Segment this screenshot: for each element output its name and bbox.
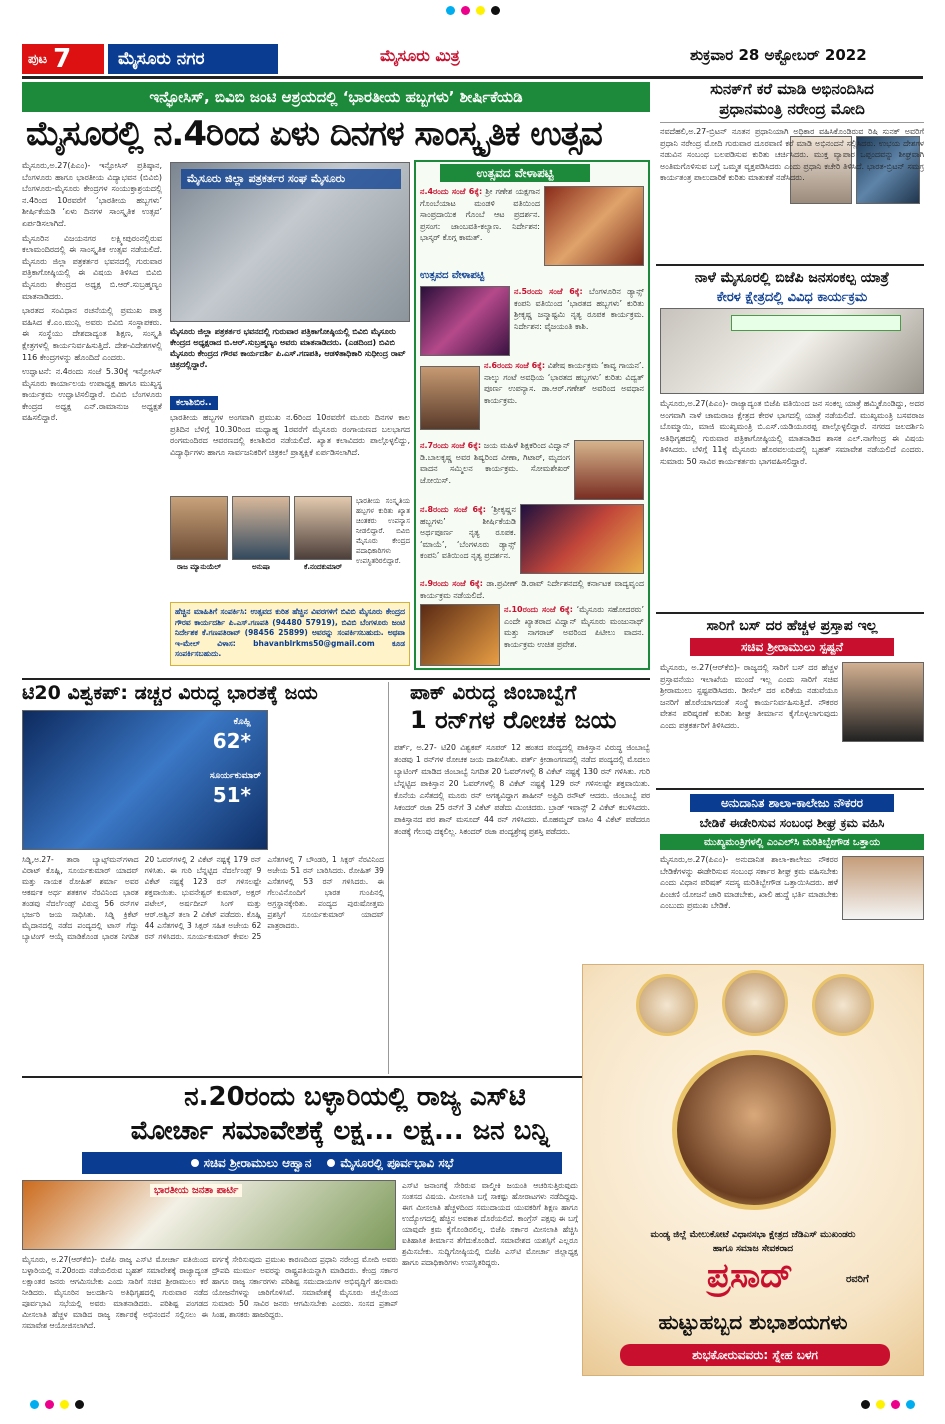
divider	[22, 1076, 650, 1078]
registration-marks-bottom-right	[861, 1400, 915, 1409]
page-number: 7	[53, 44, 72, 74]
schedule-date: ನ.8ರಂದು ಸಂಜೆ 6ಕ್ಕೆ:	[420, 505, 486, 514]
lead-para: ಭಾರತದ ಸಂವಿಧಾನ ರಚನೆಯಲ್ಲಿ ಪ್ರಮುಖ ಪಾತ್ರ ವಹಿಸಿದ ಕೆ.ಎಂ.ಮುನ್ಷಿ ಅವರು ಬಿವಿಬಿ ಸಂಸ್ಥಾಪಕರು. ಈ ಸಂಸ್ಥೆಯು ದೇಶದಾದ್ಯಂತ ಶಿಕ್ಷಣ, ಸಂಸ್ಕೃತಿ ಕ್ಷೇತ್ರಗಳಲ್ಲಿ ಕಾರ್ಯನಿರ್ವಹಿಸುತ್ತಿದೆ. ದೇಶ-ವಿದೇಶಗಳಲ್ಲಿ 116 ಕೇಂದ್ರಗಳನ್ನು ಹೊಂದಿದೆ ಎಂದರು.	[22, 306, 162, 362]
bus-subhead: ಸಚಿವ ಶ್ರೀರಾಮುಲು ಸ್ಪಷ್ಟನೆ	[690, 638, 894, 656]
schedule-item	[514, 286, 644, 356]
lead-kicker: ಇನ್ಫೋಸಿಸ್, ಬಿವಿಬಿ ಜಂಟಿ ಆಶ್ರಯದಲ್ಲಿ ‘ಭಾರತೀಯ ಹಬ್ಬಗಳು’ ಶೀರ್ಷಿಕೆಯಡಿ	[22, 82, 650, 112]
reg-dot	[906, 1400, 915, 1409]
group-dance-photo	[520, 504, 644, 574]
yakshagana-photo	[544, 186, 644, 266]
press-meet-caption: ಮೈಸೂರು ಜಿಲ್ಲಾ ಪತ್ರಕರ್ತರ ಭವನದಲ್ಲಿ ಗುರುವಾರ ಪತ್ರಿಕಾಗೋಷ್ಠಿಯಲ್ಲಿ ಬಿವಿಬಿ ಮೈಸೂರು ಕೇಂದ್ರದ ಅಧ್ಯಕ್ಷರಾದ ಬಿ.ಆರ್.ಸುಬ್ರಹ್ಮಣ್ಯಂ ಅವರು ಮಾತನಾಡಿದರು. (ಎಡದಿಂದ) ಬಿವಿಬಿ ಮೈಸೂರು ಕೇಂದ್ರದ ಗೌರವ ಕಾರ್ಯದರ್ಶಿ ಪಿ.ಎಸ್.ಗಣಪತಿ, ಆಡಳಿತಾಧಿಕಾರಿ ಸುಧೀಂದ್ರ ರಾವ್ ಚಿತ್ರದಲ್ಲಿದ್ದಾರೆ.	[170, 327, 406, 369]
player-2-name: ಸೂರ್ಯಕುಮಾರ್	[209, 771, 261, 781]
aided-subhead-2: ಮುಖ್ಯಮಂತ್ರಿಗಳಲ್ಲಿ ಎಂಎಲ್‌ಸಿ ಮರಿತಿಬ್ಬೇಗೌಡ ಒತ್ತಾಯ	[660, 834, 924, 850]
ad-line-1: ಮಂಡ್ಯ ಜಿಲ್ಲೆ ಮೇಲುಕೋಟೆ ವಿಧಾನಸಭಾ ಕ್ಷೇತ್ರದ ಜೆಡಿಎಸ್ ಮುಖಂಡರು	[650, 1230, 856, 1240]
rally-tag-1	[191, 1156, 312, 1171]
sunak-headline-2: ಪ್ರಧಾನಮಂತ್ರಿ ನರೇಂದ್ರ ಮೋದಿ	[719, 100, 865, 118]
bus-headline: ಸಾರಿಗೆ ಬಸ್ ದರ ಹೆಚ್ಚಳ ಪ್ರಸ್ತಾಪ ಇಲ್ಲ	[706, 618, 878, 634]
schedule-item	[420, 360, 644, 436]
portrait-name-2: ಅನುಷಾ	[252, 563, 270, 571]
lead-side-text: ಭಾರತೀಯ ಸಂಸ್ಕೃತಿಯ ಹಬ್ಬಗಳ ಕುರಿತು ಖ್ಯಾತ ಚಿಂತಕರು ಉಪನ್ಯಾಸ ನೀಡಲಿದ್ದಾರೆ. ಬಿವಿಬಿ ಮೈಸೂರು ಕೇಂದ್ರದ ಪದಾಧಿಕಾರಿಗಳು ಉಪಸ್ಥಿತರಿರಲಿದ್ದಾರೆ.	[356, 497, 410, 565]
rally-tag-bar	[82, 1152, 562, 1174]
schedule-title: ಉತ್ಸವದ ವೇಳಾಪಟ್ಟಿ	[440, 164, 590, 182]
header-rule	[22, 76, 923, 79]
t20-body-right	[272, 710, 384, 850]
divider	[656, 612, 924, 614]
dateline: ಶುಕ್ರವಾರ 28 ಅಕ್ಟೋಬರ್ 2022	[690, 46, 867, 64]
page-label: ಪುಟ	[28, 51, 48, 67]
mridanga-photo	[574, 440, 644, 500]
photo-banner: ಮೈಸೂರು ಜಿಲ್ಲಾ ಪತ್ರಕರ್ತರ ಸಂಘ ಮೈಸೂರು	[181, 169, 401, 189]
reg-dot	[60, 1400, 69, 1409]
divider	[656, 264, 924, 266]
aided-subhead: ಬೇಡಿಕೆ ಈಡೇರಿಸುವ ಸಂಬಂಧ ಶೀಘ್ರ ಕ್ರಮ ವಹಿಸಿ	[699, 816, 885, 830]
violin-photo	[420, 604, 500, 666]
schedule-text: ‘ಮೈಸೂರು ಸಹೋದರರು’ ಎಂದೇ ಖ್ಯಾತರಾದ ವಿದ್ವಾನ್ ಮೈಸೂರು ಮಂಜುನಾಥ್ ಮತ್ತು ನಾಗರಾಜ್ ಅವರಿಂದ ಪಿಟೀಲು ವಾದನ. ಕಾರ್ಯಕ್ರಮ ಉಚಿತ ಪ್ರವೇಶ.	[504, 605, 644, 649]
kalashibira-label: ಕಲಾಶಿಬಿರ..	[170, 396, 218, 410]
reg-dot	[446, 6, 455, 15]
schedule-date: ನ.5ರಂದು ಸಂಜೆ 6ಕ್ಕೆ:	[514, 287, 583, 296]
player-1-name: ಕೊಹ್ಲಿ	[233, 717, 251, 727]
rally-body-2: ವರ್ಗಕ್ಕೆ ಸೇರಿಸುವುದು ಪ್ರಮುಖ ಕಾರಣದಿಂದ ಪ್ರಧಾನಿ ನರೇಂದ್ರ ಮೋದಿ ಅವರು ದ್ರೌಪದಿ ಮುರ್ಮು ಅವರನ್ನು ರಾಷ್ಟ್ರಪತಿಯನ್ನಾಗಿ ಮಾಡಿದರು. ಕೇಂದ್ರ ಸರ್ಕಾರ ಹಾಗೂ ರಾಜ್ಯ ಸರ್ಕಾರಗಳು ಪರಿಶಿಷ್ಟ ಸಮುದಾಯಗಳ ಅಭಿವೃದ್ಧಿಗೆ ಹಲವಾರು ಯೋಜನೆಗಳನ್ನು ಜಾರಿಗೊಳಿಸಿವೆ. ಸಮಾವೇಶಕ್ಕೆ ಮೈಸೂರು ಜಿಲ್ಲೆಯಿಂದ ಸುಮಾರು 50 ಸಾವಿರ ಜನರು ಆಗಮಿಸಬೇಕು ಎಂದರು. ಸಂಸದ ಪ್ರತಾಪ್ ಸಿಂಹ, ಶಾಸಕರು ಹಾಜರಿದ್ದರು.	[212, 1255, 398, 1319]
rally-headline-2: ಮೋರ್ಚಾ ಸಮಾವೇಶಕ್ಕೆ ಲಕ್ಷ... ಲಕ್ಷ... ಜನ ಬನ್ನಿ	[130, 1116, 550, 1146]
sunak-headline-1: ಸುನಕ್‌ಗೆ ಕರೆ ಮಾಡಿ ಅಭಿನಂದಿಸಿದ	[710, 80, 874, 98]
leader-photo-1	[636, 974, 698, 1036]
bjp-headline: ನಾಳೆ ಮೈಸೂರಲ್ಲಿ ಬಿಜೆಪಿ ಜನಸಂಕಲ್ಪ ಯಾತ್ರೆ	[694, 270, 890, 286]
bus-body: ಮೈಸೂರು, ಅ.27(ಆರ್‌ಕೆಬಿ)- ರಾಜ್ಯದಲ್ಲಿ ಸಾರಿಗೆ ಬಸ್ ದರ ಹೆಚ್ಚಳ ಪ್ರಸ್ತಾವನೆಯು ಇಲಾಖೆಯ ಮುಂದೆ ಇಲ್ಲ ಎಂದು ಸಾರಿಗೆ ಸಚಿವ ಶ್ರೀರಾಮುಲು ಸ್ಪಷ್ಟಪಡಿಸಿದರು. ಡೀಸೆಲ್ ದರ ಏರಿಕೆಯ ನಡುವೆಯೂ ಜನರಿಗೆ ಹೊರೆಯಾಗದಂತೆ ಸಂಸ್ಥೆ ಕಾರ್ಯನಿರ್ವಹಿಸುತ್ತಿದೆ. ನೌಕರರ ವೇತನ ಪರಿಷ್ಕರಣೆ ಕುರಿತು ಶೀಘ್ರ ತೀರ್ಮಾನ ಕೈಗೊಳ್ಳಲಾಗುವುದು ಎಂದು ಪತ್ರಕರ್ತರಿಗೆ ತಿಳಿಸಿದರು.	[660, 663, 838, 730]
schedule-text: ಡಾ.ಪ್ರವೀಣ್ ಡಿ.ರಾವ್ ನಿರ್ದೇಶನದಲ್ಲಿ ಕರ್ನಾಟಕ ವಾದ್ಯವೃಂದ ಕಾರ್ಯಕ್ರಮ ನಡೆಯಲಿದೆ.	[420, 579, 644, 600]
contact-text: ಹೆಚ್ಚಿನ ಮಾಹಿತಿಗೆ ಸಂಪರ್ಕಿಸಿ: ಉತ್ಸವದ ಕುರಿತ ಹೆಚ್ಚಿನ ವಿವರಗಳಿಗೆ ಬಿವಿಬಿ ಮೈಸೂರು ಕೇಂದ್ರದ ಗೌರವ ಕಾರ್ಯದರ್ಶಿ ಪಿ.ಎಸ್.ಗಣಪತಿ (94480 57919), ಬಿವಿಬಿ ಬೆಂಗಳೂರು ಜಂಟಿ ನಿರ್ದೇಶಕ ಕೆ.ಗಣಪತಿರಾವ್ (98456 25899) ಅವರನ್ನು ಸಂಪರ್ಕಿಸಬಹುದು. ಅಥವಾ ಇ-ಮೇಲ್ ವಿಳಾಸ: bhavanblrkms50@gmail.com ಕೂಡ ಸಂಪರ್ಕಿಸಬಹುದು.	[175, 607, 405, 658]
lead-headline: ಮೈಸೂರಲ್ಲಿ ನ.4ರಿಂದ ಏಳು ದಿನಗಳ ಸಾಂಸ್ಕೃತಿಕ ಉತ್ಸವ	[26, 114, 602, 154]
rally-tag-2-text: ಮೈಸೂರಲ್ಲಿ ಪೂರ್ವಭಾವಿ ಸಭೆ	[340, 1155, 454, 1170]
reg-dot	[476, 6, 485, 15]
schedule-subtitle: ಉತ್ಸವದ ವೇಳಾಪಟ್ಟಿ	[420, 270, 485, 281]
schedule-date: ನ.4ರಂದು ಸಂಜೆ 6ಕ್ಕೆ:	[420, 187, 483, 196]
sriramulu-photo	[842, 662, 924, 742]
rally-tag-1-text: ಸಚಿವ ಶ್ರೀರಾಮುಲು ಆಹ್ವಾನ	[203, 1155, 312, 1170]
pak-body: ಪರ್ತ್, ಅ.27- ಟಿ20 ವಿಶ್ವಕಪ್ ಸೂಪರ್ 12 ಹಂತದ ಪಂದ್ಯದಲ್ಲಿ ಪಾಕಿಸ್ತಾನ ವಿರುದ್ಧ ಜಿಂಬಾಬ್ವೆ ತಂಡವು 1 ರನ್‌ಗಳ ರೋಚಕ ಜಯ ದಾಖಲಿಸಿತು. ಪರ್ತ್ ಕ್ರೀಡಾಂಗಣದಲ್ಲಿ ನಡೆದ ಪಂದ್ಯದಲ್ಲಿ ಮೊದಲು ಬ್ಯಾಟಿಂಗ್ ಮಾಡಿದ ಜಿಂಬಾಬ್ವೆ ನಿಗದಿತ 20 ಓವರ್‌ಗಳಲ್ಲಿ 8 ವಿಕೆಟ್ ನಷ್ಟಕ್ಕೆ 130 ರನ್ ಗಳಿಸಿತು. ಗುರಿ ಬೆನ್ನಟ್ಟಿದ ಪಾಕಿಸ್ತಾನ 20 ಓವರ್‌ಗಳಲ್ಲಿ 8 ವಿಕೆಟ್ ನಷ್ಟಕ್ಕೆ 129 ರನ್ ಗಳಿಸಲಷ್ಟೇ ಶಕ್ತವಾಯಿತು. ಕೊನೆಯ ಎಸೆತದಲ್ಲಿ ಮೂರು ರನ್ ಅಗತ್ಯವಿದ್ದಾಗ ಶಾಹೀನ್ ಅಫ್ರಿದಿ ರನೌಟ್ ಆದರು. ಜಿಂಬಾಬ್ವೆ ಪರ ಸಿಕಂದರ್ ರಜಾ 25 ರನ್‌ಗೆ 3 ವಿಕೆಟ್ ಪಡೆದು ಮಿಂಚಿದರು. ಬ್ರಾಡ್ ಇವಾನ್ಸ್ 2 ವಿಕೆಟ್ ಕಬಳಿಸಿದರು. ಪಾಕಿಸ್ತಾನದ ಪರ ಶಾನ್ ಮಸೂದ್ 44 ರನ್ ಗಳಿಸಿದರು. ಮೊಹಮ್ಮದ್ ವಾಸಿಂ 4 ವಿಕೆಟ್ ಪಡೆದರೂ ತಂಡಕ್ಕೆ ಗೆಲುವು ದಕ್ಕಲಿಲ್ಲ. ಸಿಕಂದರ್ ರಜಾ ಪಂದ್ಯಶ್ರೇಷ್ಠ ಪ್ರಶಸ್ತಿ ಪಡೆದರು.	[394, 743, 650, 836]
aided-headline: ಅನುದಾನಿತ ಶಾಲಾ-ಕಾಲೇಜು ನೌಕರರ	[690, 794, 894, 812]
lead-body-col1	[22, 160, 162, 730]
schedule-date: ನ.6ರಂದು ಸಂಜೆ 6ಕ್ಕೆ:	[484, 361, 546, 370]
schedule-text: ಜಯ ಮಹಿಳೆ ಶಿಕ್ಷಕರಿಂದ ವಿದ್ವಾನ್ ಡಿ.ಬಾಲಕೃಷ್ಣ ಅವರ ಶಿಷ್ಯರಿಂದ ವೀಣಾ, ಗಿಟಾರ್, ಮೃದಂಗ ವಾದನ ಸಮ್ಮಿಲನ ಕಾರ್ಯಕ್ರಮ. ಸೋಮಶೇಖರ್ ಜೋಯಿಸ್.	[420, 441, 570, 485]
schedule-date: ನ.10ರಂದು ಸಂಜೆ 6ಕ್ಕೆ:	[504, 605, 573, 614]
schedule-date: ನ.7ರಂದು ಸಂಜೆ 6ಕ್ಕೆ:	[420, 441, 482, 450]
divider	[656, 788, 924, 790]
divider	[660, 122, 924, 123]
leader-photo-2	[722, 970, 788, 1036]
reg-dot	[861, 1400, 870, 1409]
t20-headline: ಟಿ20 ವಿಶ್ವಕಪ್: ಡಚ್ಚರ ವಿರುದ್ಧ ಭಾರತಕ್ಕೆ ಜಯ	[22, 682, 318, 704]
lead-side-text-2	[170, 576, 410, 600]
lead-para: ಮೈಸೂರಿನ ವಿಜಯನಗರ ಲಕ್ಷ್ಮೀಪುರಂನಲ್ಲಿರುವ ಕಲಾಮಂದಿರದಲ್ಲಿ ಈ ಸಾಂಸ್ಕೃತಿಕ ಉತ್ಸವ ನಡೆಯಲಿದೆ. ಮೈಸೂರು ಜಿಲ್ಲಾ ಪತ್ರಕರ್ತರ ಭವನದಲ್ಲಿ ಗುರುವಾರ ಪತ್ರಿಕಾಗೋಷ್ಠಿಯಲ್ಲಿ ಈ ವಿಷಯ ತಿಳಿಸಿದ ಬಿವಿಬಿ ಮೈಸೂರು ಕೇಂದ್ರದ ಅಧ್ಯಕ್ಷ ಬಿ.ಆರ್.ಸುಬ್ರಹ್ಮಣ್ಯಂ ಮಾತನಾಡಿದರು.	[22, 233, 162, 301]
bjp-subhead: ಕೇರಳ ಕ್ಷೇತ್ರದಲ್ಲಿ ವಿವಿಧ ಕಾರ್ಯಕ್ರಮ	[716, 290, 868, 305]
press-meet-photo	[170, 162, 410, 322]
ad-line-2: ಹಾಗೂ ಸಮಾಜ ಸೇವಕರಾದ	[712, 1244, 794, 1254]
schedule-text: ಶ್ರೀ ಗಣೇಶ ಯಕ್ಷಗಾನ ಗೊಂಬೆಯಾಟ ಮಂಡಳಿ ವತಿಯಿಂದ ಸಾಂಪ್ರದಾಯಿಕ ಗೊಂಬೆ ಆಟ ಪ್ರದರ್ಶನ. ಪ್ರಸಂಗ: ಜಾಂಬವತಿ-ಕಲ್ಯಾಣ. ನಿರ್ದೇಶನ: ಭಾಸ್ಕರ್ ಕೊಗ್ಗ ಕಾಮತ್.	[420, 187, 540, 243]
rally-tag-2	[327, 1156, 453, 1171]
leader-photo-3	[812, 974, 874, 1036]
portrait-name-3: ಕೆ.ನಂದಕುಮಾರ್	[303, 563, 343, 571]
masthead: ಮೈಸೂರು ಮಿತ್ರ	[380, 46, 460, 65]
registration-marks-bottom-left	[30, 1400, 84, 1409]
bullet-icon	[327, 1159, 335, 1167]
prasad-photo	[672, 1050, 836, 1210]
ad-from: ಶುಭಕೋರುವವರು: ಸ್ನೇಹ ಬಳಗ	[620, 1344, 890, 1366]
pak-headline-2: 1 ರನ್‌ಗಳ ರೋಚಕ ಜಯ	[410, 706, 617, 734]
reg-dot	[461, 6, 470, 15]
ad-name-suffix: ರವರಿಗೆ	[846, 1274, 869, 1285]
schedule-text: ‘ಶ್ರೀಕೃಷ್ಣನ ಹಬ್ಬಗಳು’ ಶೀರ್ಷಿಕೆಯಡಿ ಅರ್ಥಪೂರ್ಣ ನೃತ್ಯ ರೂಪಕ. ‘ಮಾಯೆ’, ‘ಬೆಂಗಳೂರು ಡ್ಯಾನ್ಸ್ ಕಂಪನಿ’ ವತಿಯಿಂದ ನೃತ್ಯ ಪ್ರದರ್ಶನ.	[420, 505, 516, 561]
schedule-date: ನ.9ರಂದು ಸಂಜೆ 6ಕ್ಕೆ:	[420, 579, 483, 588]
marithibbegowda-photo	[842, 856, 924, 920]
schedule-text: ವಿಶೇಷ ಕಾರ್ಯಕ್ರಮ ‘ಕಾವ್ಯ ಗಾಯನ’. ನಾಲ್ಕು ಗಂಟೆ ಅವಧಿಯ ‘ಭಾರತದ ಹಬ್ಬಗಳು’ ಕುರಿತು ವಿದ್ವತ್ ಪೂರ್ಣ ಉಪನ್ಯಾಸ. ಡಾ.ಆರ್.ಗಣೇಶ್ ಅವರಿಂದ ಅವಧಾನ ಕಾರ್ಯಕ್ರಮ.	[484, 361, 644, 405]
portrait-1	[170, 496, 228, 560]
contact-box	[170, 602, 410, 666]
sunak-body: ನವದೆಹಲಿ,ಅ.27-ಬ್ರಿಟನ್ ನೂತನ ಪ್ರಧಾನಿಯಾಗಿ ಅಧಿಕಾರ ವಹಿಸಿಕೊಂಡಿರುವ ರಿಷಿ ಸುನಕ್ ಅವರಿಗೆ ಪ್ರಧಾನಿ ನರೇಂದ್ರ ಮೋದಿ ಗುರುವಾರ ದೂರವಾಣಿ ಕರೆ ಮಾಡಿ ಅಭಿನಂದನೆ ಸಲ್ಲಿಸಿದರು. ಉಭಯ ದೇಶಗಳ ನಡುವಿನ ಸಂಬಂಧ ಬಲಪಡಿಸುವ ಕುರಿತು ಚರ್ಚಿಸಿದರು. ಮುಕ್ತ ವ್ಯಾಪಾರ ಒಪ್ಪಂದವನ್ನು ಶೀಘ್ರವಾಗಿ ಅಂತಿಮಗೊಳಿಸುವ ಬಗ್ಗೆ ಒಮ್ಮತ ವ್ಯಕ್ತಪಡಿಸಿದರು ಎಂದು ಪ್ರಧಾನಿ ಕಚೇರಿ ತಿಳಿಸಿದೆ. ಭಾರತ-ಬ್ರಿಟನ್ ಸಮಗ್ರ ಕಾರ್ಯತಂತ್ರ ಪಾಲುದಾರಿಕೆ ಕುರಿತು ಮಾತುಕತೆ ನಡೆಸಿದರು.	[660, 127, 924, 183]
bjp-press-photo	[660, 308, 924, 394]
bjp-banner-text	[731, 315, 901, 331]
aided-body: ಮೈಸೂರು,ಅ.27(ಪಿಎಂ)- ಅನುದಾನಿತ ಶಾಲಾ-ಕಾಲೇಜು ನೌಕರರ ಬೇಡಿಕೆಗಳನ್ನು ಈಡೇರಿಸುವ ಸಂಬಂಧ ಸರ್ಕಾರ ಶೀಘ್ರ ಕ್ರಮ ವಹಿಸಬೇಕು ಎಂದು ವಿಧಾನ ಪರಿಷತ್ ಸದಸ್ಯ ಮರಿತಿಬ್ಬೇಗೌಡ ಒತ್ತಾಯಿಸಿದರು. ಹಳೆ ಪಿಂಚಣಿ ಯೋಜನೆ ಜಾರಿ ಮಾಡಬೇಕು, ಖಾಲಿ ಹುದ್ದೆ ಭರ್ತಿ ಮಾಡಬೇಕು ಎಂಬುದು ಪ್ರಮುಖ ಬೇಡಿಕೆ.	[660, 855, 838, 911]
ad-wish: ಹುಟ್ಟುಹಬ್ಬದ ಶುಭಾಶಯಗಳು	[658, 1310, 848, 1334]
player-2-score: 51*	[212, 783, 251, 807]
schedule-item	[504, 604, 644, 666]
schedule-text: ಬೆಂಗಳೂರಿನ ಡ್ಯಾನ್ಸ್ ಕಂಪನಿ ವತಿಯಿಂದ ‘ಭಾರತದ ಹಬ್ಬಗಳು’ ಕುರಿತು ಶ್ರೀಕೃಷ್ಣ ಜನ್ಮಾಷ್ಟಮಿ ನೃತ್ಯ ರೂಪಕ ಕಾರ್ಯಕ್ರಮ. ನಿರ್ದೇಶನ: ವೈಜಯಂತಿ ಕಾಶಿ.	[514, 287, 644, 331]
bjp-body: ಮೈಸೂರು,ಅ.27(ಪಿಎಂ)- ರಾಜ್ಯಾದ್ಯಂತ ಬಿಜೆಪಿ ವತಿಯಿಂದ ಜನ ಸಂಕಲ್ಪ ಯಾತ್ರೆ ಹಮ್ಮಿಕೊಂಡಿದ್ದು, ಅದರ ಅಂಗವಾಗಿ ನಾಳೆ ಚಾಮರಾಜ ಕ್ಷೇತ್ರದ ಕೇರಳ ಭಾಗದಲ್ಲಿ ಯಾತ್ರೆ ನಡೆಯಲಿದೆ. ಮುಖ್ಯಮಂತ್ರಿ ಬಸವರಾಜ ಬೊಮ್ಮಾಯಿ, ಮಾಜಿ ಮುಖ್ಯಮಂತ್ರಿ ಬಿ.ಎಸ್.ಯಡಿಯೂರಪ್ಪ ಪಾಲ್ಗೊಳ್ಳಲಿದ್ದಾರೆ. ನಗರದ ಜಲದರ್ಶಿನಿ ಅತಿಥಿಗೃಹದಲ್ಲಿ ಗುರುವಾರ ಪತ್ರಿಕಾಗೋಷ್ಠಿಯಲ್ಲಿ ಮಾತನಾಡಿದ ಶಾಸಕ ಎಲ್.ನಾಗೇಂದ್ರ ಈ ವಿಷಯ ತಿಳಿಸಿದರು. ಬೆಳಿಗ್ಗೆ 11ಕ್ಕೆ ಮೈಸೂರು ಹೊರವಲಯದಲ್ಲಿ ಬೃಹತ್ ಸಮಾವೇಶ ನಡೆಯಲಿದೆ ಎಂದರು. ಸುಮಾರು 50 ಸಾವಿರ ಕಾರ್ಯಕರ್ತರು ಭಾಗವಹಿಸಲಿದ್ದಾರೆ.	[660, 399, 924, 466]
dance-photo	[420, 286, 510, 356]
reg-dot	[876, 1400, 885, 1409]
rally-headline-1: ನ.20ರಂದು ಬಳ್ಳಾರಿಯಲ್ಲಿ ರಾಜ್ಯ ಎಸ್‌ಟಿ	[184, 1082, 526, 1112]
pak-headline-1: ಪಾಕ್ ವಿರುದ್ಧ ಜಿಂಬಾಬ್ವೆಗೆ	[410, 680, 577, 704]
ad-name: ಪ್ರಸಾದ್	[706, 1256, 794, 1296]
divider	[388, 682, 389, 1074]
portrait-2	[232, 496, 290, 560]
registration-marks-top	[446, 6, 500, 15]
page-badge	[22, 44, 104, 74]
t20-body: ಸಿಡ್ನಿ,ಅ.27- ತಾರಾ ಬ್ಯಾಟ್ಸ್‌ಮನ್‌ಗಳಾದ ವಿರಾಟ್ ಕೊಹ್ಲಿ, ಸೂರ್ಯಕುಮಾರ್ ಯಾದವ್ ಮತ್ತು ನಾಯಕ ರೋಹಿತ್ ಶರ್ಮಾ ಅವರ ಆಕರ್ಷಕ ಅರ್ಧ ಶತಕಗಳ ನೆರವಿನಿಂದ ಭಾರತ ತಂಡವು ನೆದರ್ಲೆಂಡ್ಸ್ ವಿರುದ್ಧ 56 ರನ್‌ಗಳ ಭರ್ಜರಿ ಜಯ ಸಾಧಿಸಿತು. ಸಿಡ್ನಿ ಕ್ರಿಕೆಟ್ ಮೈದಾನದಲ್ಲಿ ನಡೆದ ಪಂದ್ಯದಲ್ಲಿ ಟಾಸ್ ಗೆದ್ದು ಬ್ಯಾಟಿಂಗ್ ಆಯ್ಕೆ ಮಾಡಿಕೊಂಡ ಭಾರತ ನಿಗದಿತ 20 ಓವರ್‌ಗಳಲ್ಲಿ 2 ವಿಕೆಟ್ ನಷ್ಟಕ್ಕೆ 179 ರನ್ ಗಳಿಸಿತು. ಈ ಗುರಿ ಬೆನ್ನಟ್ಟಿದ ನೆದರ್ಲೆಂಡ್ಸ್ 9 ವಿಕೆಟ್ ನಷ್ಟಕ್ಕೆ 123 ರನ್ ಗಳಿಸಲಷ್ಟೇ ಶಕ್ತವಾಯಿತು. ಭುವನೇಶ್ವರ್ ಕುಮಾರ್, ಅಕ್ಷರ್ ಪಟೇಲ್, ಅರ್ಷದೀಪ್ ಸಿಂಗ್ ಮತ್ತು ಆರ್.ಅಶ್ವಿನ್ ತಲಾ 2 ವಿಕೆಟ್ ಪಡೆದರು. ಕೊಹ್ಲಿ 44 ಎಸೆತಗಳಲ್ಲಿ 3 ಸಿಕ್ಸರ್ ಸಹಿತ ಅಜೇಯ 62 ರನ್ ಗಳಿಸಿದರು. ಸೂರ್ಯಕುಮಾರ್ ಕೇವಲ 25 ಎಸೆತಗಳಲ್ಲಿ 7 ಬೌಂಡರಿ, 1 ಸಿಕ್ಸರ್ ನೆರವಿನಿಂದ ಅಜೇಯ 51 ರನ್ ಬಾರಿಸಿದರು. ರೋಹಿತ್ 39 ಎಸೆತಗಳಲ್ಲಿ 53 ರನ್ ಗಳಿಸಿದರು. ಈ ಗೆಲುವಿನೊಂದಿಗೆ ಭಾರತ ಗುಂಪಿನಲ್ಲಿ ಅಗ್ರಸ್ಥಾನಕ್ಕೇರಿತು. ಪಂದ್ಯದ ಪುರುಷೋತ್ತಮ ಪ್ರಶಸ್ತಿಗೆ ಸೂರ್ಯಕುಮಾರ್ ಯಾದವ್ ಪಾತ್ರರಾದರು.	[22, 855, 384, 941]
kalashibira-text: ಭಾರತೀಯ ಹಬ್ಬಗಳ ಅಂಗವಾಗಿ ಪ್ರಮುಖ ನ.6ರಿಂದ 10ರವರೆಗೆ ಮೂರು ದಿನಗಳ ಕಾಲ ಪ್ರತಿದಿನ ಬೆಳಿಗ್ಗೆ 10.30ರಿಂದ ಮಧ್ಯಾಹ್ನ 1ರವರೆಗೆ ಮೈಸೂರು ರಂಗಾಯಣದ ಬಲಭಾಗದ ರಂಗಮಂದಿರದ ಆವರಣದಲ್ಲಿ ಕಲಾಶಿಬಿರ ನಡೆಯಲಿದೆ. ಖ್ಯಾತ ಕಲಾವಿದರು ಪಾಲ್ಗೊಳ್ಳಲಿದ್ದು, ವಿದ್ಯಾರ್ಥಿಗಳು ಹಾಗೂ ಸಾರ್ವಜನಿಕರಿಗೆ ಚಿತ್ರಕಲೆ ಪ್ರಾತ್ಯಕ್ಷಿಕೆ ಏರ್ಪಡಿಸಲಾಗಿದೆ.	[170, 413, 410, 457]
reg-dot	[30, 1400, 39, 1409]
bullet-icon	[191, 1159, 199, 1167]
rally-body-1: ಮೈಸೂರು, ಅ.27(ಆರ್‌ಕೆಬಿ)- ಬಿಜೆಪಿ ರಾಜ್ಯ ಎಸ್‌ಟಿ ಮೋರ್ಚಾ ವತಿಯಿಂದ ಬಳ್ಳಾರಿಯಲ್ಲಿ ನ.20ರಂದು ನಡೆಯಲಿರುವ ಬೃಹತ್ ಸಮಾವೇಶಕ್ಕೆ ರಾಜ್ಯಾದ್ಯಂತ ಲಕ್ಷಾಂತರ ಜನರು ಆಗಮಿಸಬೇಕು ಎಂದು ಸಾರಿಗೆ ಸಚಿವ ಶ್ರೀರಾಮುಲು ಕರೆ ನೀಡಿದರು. ಮೈಸೂರಿನ ಜಲದರ್ಶಿನಿ ಅತಿಥಿಗೃಹದಲ್ಲಿ ಗುರುವಾರ ನಡೆದ ಪೂರ್ವಭಾವಿ ಸಭೆಯಲ್ಲಿ ಅವರು ಮಾತನಾಡಿದರು. ಪರಿಶಿಷ್ಟ ಪಂಗಡದ ಮೀಸಲಾತಿ ಹೆಚ್ಚಳ ಮಾಡಿದ ರಾಜ್ಯ ಸರ್ಕಾರಕ್ಕೆ ಅಭಿನಂದನೆ ಸಲ್ಲಿಸಲು ಈ ಸಮಾವೇಶ ಆಯೋಜಿಸಲಾಗಿದೆ.	[22, 1255, 208, 1330]
t20-photo	[22, 710, 268, 850]
reg-dot	[45, 1400, 54, 1409]
section-name: ಮೈಸೂರು ನಗರ	[108, 44, 278, 74]
reg-dot	[491, 6, 500, 15]
rally-body-3: ಎಸ್‌ಟಿ ಜನಾಂಗಕ್ಕೆ ಸೇರಿರುವ ವಾಲ್ಮೀಕಿ ಜಯಂತಿ ಆಚರಿಸುತ್ತಿರುವುದು ಸಂತಸದ ವಿಷಯ. ಮೀಸಲಾತಿ ಬಗ್ಗೆ ಸಾಕಷ್ಟು ಹೋರಾಟಗಳು ನಡೆದಿದ್ದವು. ಈಗ ಮೀಸಲಾತಿ ಹೆಚ್ಚಳದಿಂದ ಸಮುದಾಯದ ಯುವಕರಿಗೆ ಶಿಕ್ಷಣ ಹಾಗೂ ಉದ್ಯೋಗದಲ್ಲಿ ಹೆಚ್ಚಿನ ಅವಕಾಶ ದೊರೆಯಲಿದೆ. ಕಾಂಗ್ರೆಸ್ ಪಕ್ಷವು ಈ ಬಗ್ಗೆ ಯಾವುದೇ ಕ್ರಮ ಕೈಗೊಂಡಿರಲಿಲ್ಲ. ಬಿಜೆಪಿ ಸರ್ಕಾರ ಮೀಸಲಾತಿ ಹೆಚ್ಚಿಸಿ ಐತಿಹಾಸಿಕ ತೀರ್ಮಾನ ತೆಗೆದುಕೊಂಡಿದೆ. ಸಮಾವೇಶದ ಯಶಸ್ಸಿಗೆ ಎಲ್ಲರೂ ಶ್ರಮಿಸಬೇಕು. ಸುದ್ದಿಗೋಷ್ಠಿಯಲ್ಲಿ ಬಿಜೆಪಿ ಎಸ್‌ಟಿ ಮೋರ್ಚಾ ಜಿಲ್ಲಾಧ್ಯಕ್ಷ ಹಾಗೂ ಪದಾಧಿಕಾರಿಗಳು ಉಪಸ್ಥಿತರಿದ್ದರು.	[402, 1181, 578, 1267]
schedule-item	[420, 504, 516, 574]
player-1-score: 62*	[212, 729, 251, 753]
reg-dot	[75, 1400, 84, 1409]
schedule-item	[420, 578, 644, 602]
portrait-3	[294, 496, 352, 560]
lead-para: ಉದ್ಘಾಟನೆ: ನ.4ರಂದು ಸಂಜೆ 5.30ಕ್ಕೆ ಇನ್ಫೋಸಿಸ್ ಮೈಸೂರು ಕಾರ್ಯಾಲಯ ಉಪಾಧ್ಯಕ್ಷ ಹಾಗೂ ಮುಖ್ಯಸ್ಥ ಕಾರ್ಯಕ್ರಮ ಉದ್ಘಾಟಿಸಲಿದ್ದಾರೆ. ಬಿವಿಬಿ ಬೆಂಗಳೂರು ಕೇಂದ್ರದ ಅಧ್ಯಕ್ಷ ಎನ್.ರಾಮಾನುಜ ಅಧ್ಯಕ್ಷತೆ ವಹಿಸಲಿದ್ದಾರೆ.	[22, 367, 162, 423]
reg-dot	[891, 1400, 900, 1409]
schedule-item	[420, 186, 540, 266]
lead-para: ಮೈಸೂರು,ಅ.27(ಪಿಎಂ)- ಇನ್ಫೋಸಿಸ್ ಪ್ರತಿಷ್ಠಾನ, ಬೆಂಗಳೂರು ಹಾಗೂ ಭಾರತೀಯ ವಿದ್ಯಾಭವನ (ಬಿವಿಬಿ) ಬೆಂಗಳೂರು-ಮೈಸೂರು ಕೇಂದ್ರಗಳ ಸಂಯುಕ್ತಾಶ್ರಯದಲ್ಲಿ ನ.4ರಿಂದ 10ರವರೆಗೆ ‘ಭಾರತೀಯ ಹಬ್ಬಗಳು’ ಶೀರ್ಷಿಕೆಯಡಿ ‘ಏಳು ದಿನಗಳ ಸಾಂಸ್ಕೃತಿಕ ಉತ್ಸವ’ ಏರ್ಪಡಿಸಲಾಗಿದೆ.	[22, 161, 162, 228]
schedule-item	[420, 440, 570, 500]
rally-banner: ಭಾರತೀಯ ಜನತಾ ಪಾರ್ಟಿ	[150, 1184, 242, 1197]
portrait-name-1: ರಾಜ ಮ್ಯಾನುಯೆಲ್	[176, 563, 222, 571]
